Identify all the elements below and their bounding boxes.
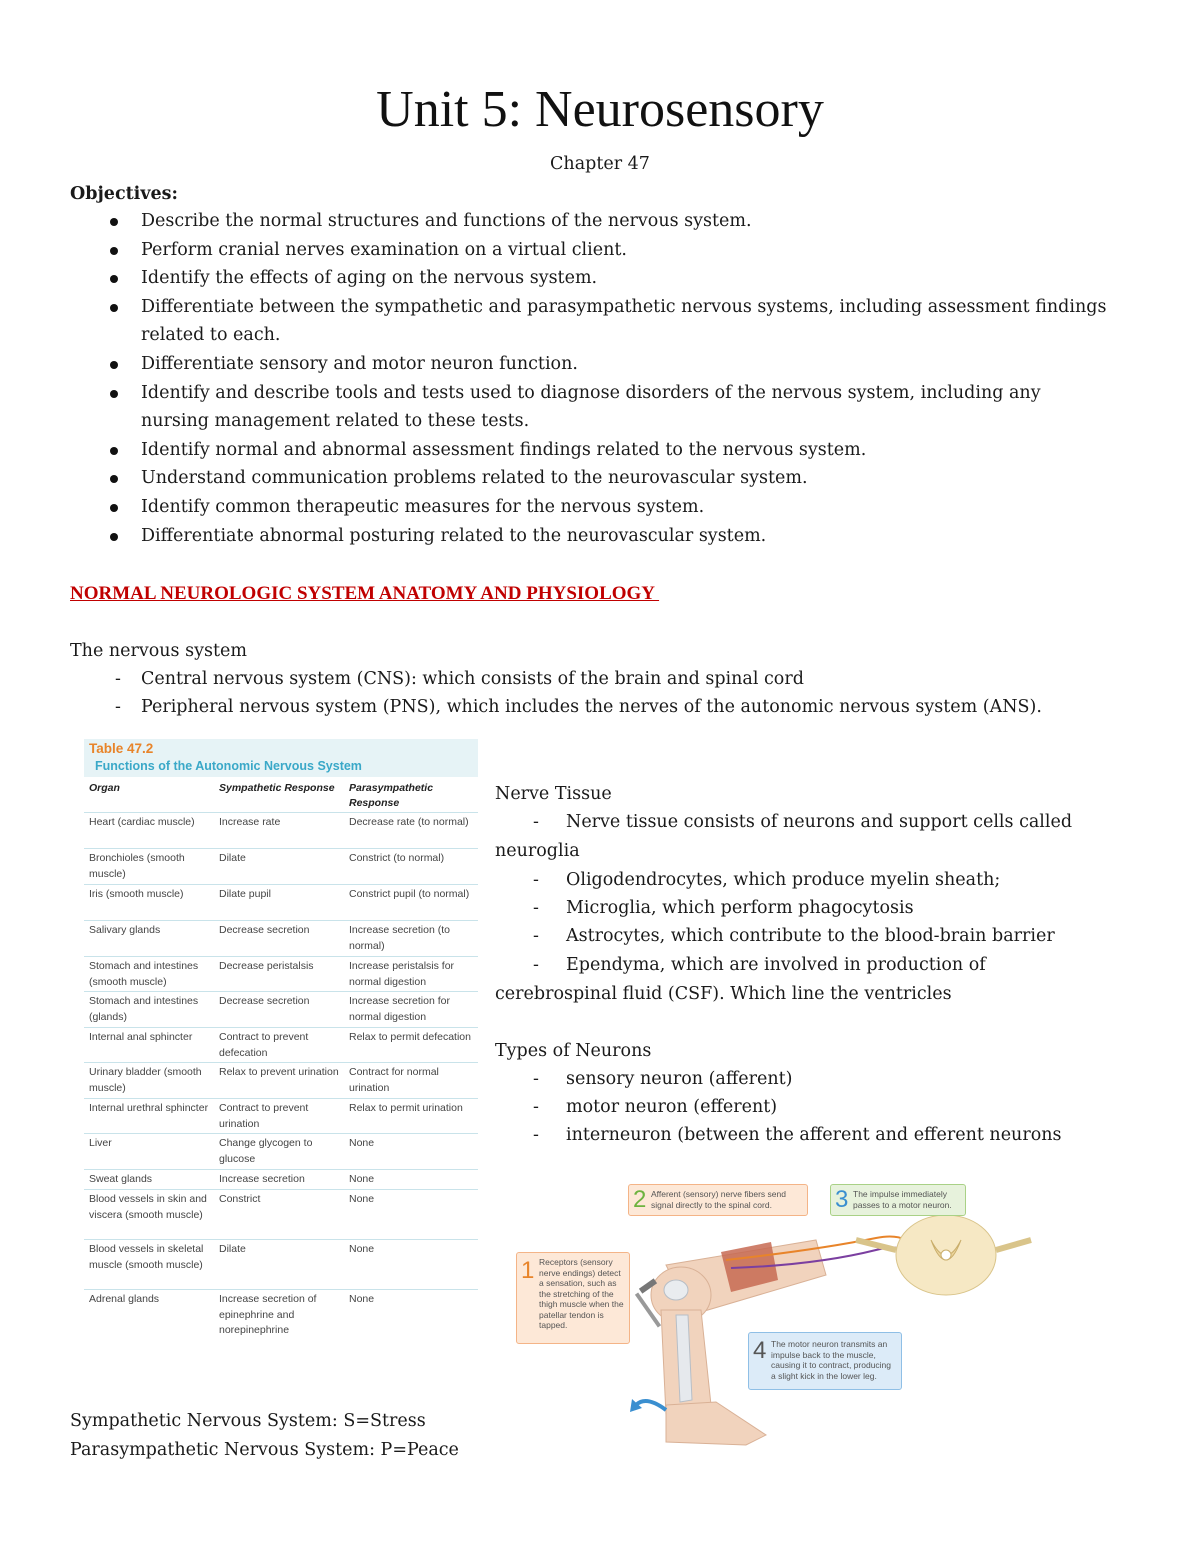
dash-bullet: - <box>533 870 539 890</box>
table-cell-parasympathetic: Relax to permit defecation <box>349 1031 471 1043</box>
ans-table <box>84 739 478 1351</box>
table-cell-organ: Adrenal glands <box>89 1293 160 1305</box>
table-cell-organ: Heart (cardiac muscle) <box>89 816 195 828</box>
table-header-band <box>84 739 478 777</box>
table-row <box>84 956 478 991</box>
table-cell-sympathetic: Dilate <box>219 1243 246 1255</box>
nervous-system-item: Peripheral nervous system (PNS), which includes the nerves of the autonomic nervous system (ANS). <box>141 697 1042 717</box>
nerve-tissue-heading: Nerve Tissue <box>495 784 612 804</box>
table-cell-organ: Urinary bladder (smooth muscle) <box>89 1066 202 1094</box>
table-row-divider <box>84 1133 478 1134</box>
table-cell-parasympathetic: Increase peristalsis for normal digestion <box>349 960 455 988</box>
table-cell-organ: Stomach and intestines (glands) <box>89 995 199 1023</box>
table-cell-sympathetic: Dilate <box>219 852 246 864</box>
dash-bullet: - <box>533 1069 539 1089</box>
table-row <box>84 1098 478 1133</box>
table-cell-sympathetic: Increase secretion <box>219 1173 305 1185</box>
table-cell-sympathetic: Increase secretion of epinephrine and norepinephrine <box>219 1293 317 1336</box>
dash-bullet: - <box>533 1097 539 1117</box>
mnemonic-parasympathetic: Parasympathetic Nervous System: P=Peace <box>70 1440 459 1460</box>
dash-bullet: - <box>533 926 539 946</box>
table-cell-parasympathetic: Increase secretion for normal digestion <box>349 995 450 1023</box>
objective-item: Identify the effects of aging on the nervous system. <box>70 264 1110 293</box>
table-cell-organ: Sweat glands <box>89 1173 153 1185</box>
table-cell-organ: Stomach and intestines (smooth muscle) <box>89 960 199 988</box>
table-col-sympathetic: Sympathetic Response <box>219 782 335 794</box>
table-caption: Functions of the Autonomic Nervous System <box>95 759 362 773</box>
table-row <box>84 1062 478 1098</box>
nerve-tissue-item: Astrocytes, which contribute to the blood-brain barrier <box>566 926 1055 946</box>
table-cell-parasympathetic: None <box>349 1173 375 1185</box>
callout-3 <box>830 1184 966 1216</box>
nerve-tissue-item: Microglia, which perform phagocytosis <box>566 898 914 918</box>
table-cell-parasympathetic: Constrict pupil (to normal) <box>349 888 470 900</box>
table-cell-sympathetic: Constrict <box>219 1193 261 1205</box>
table-row <box>84 1133 478 1169</box>
callout-1-text: Receptors (sensory nerve endings) detect a sensation, such as the stretching of the thigh muscle when the patellar tendon is tapped. <box>539 1257 624 1330</box>
callout-3-number: 3 <box>835 1186 849 1213</box>
nervous-system-intro: The nervous system <box>70 641 247 661</box>
dash-bullet: - <box>115 697 121 717</box>
table-row <box>84 884 478 920</box>
table-cell-sympathetic: Contract to prevent urination <box>219 1102 309 1130</box>
mnemonic-sympathetic: Sympathetic Nervous System: S=Stress <box>70 1411 426 1431</box>
table-row <box>84 1289 478 1351</box>
objective-item: Identify normal and abnormal assessment findings related to the nervous system. <box>70 436 1110 465</box>
table-cell-sympathetic: Contract to prevent defecation <box>219 1031 309 1059</box>
table-row <box>84 1189 478 1239</box>
callout-2 <box>628 1184 808 1216</box>
neuron-type-item: interneuron (between the afferent and efferent neurons <box>566 1125 1062 1145</box>
callout-4-number: 4 <box>753 1337 767 1364</box>
table-row-divider <box>84 812 478 813</box>
table-row-divider <box>84 1098 478 1099</box>
table-cell-organ: Blood vessels in skin and viscera (smooth muscle) <box>89 1193 207 1221</box>
dash-bullet: - <box>533 1125 539 1145</box>
table-row <box>84 848 478 884</box>
table-row-divider <box>84 1239 478 1240</box>
table-cell-organ: Iris (smooth muscle) <box>89 888 184 900</box>
callout-2-text: Afferent (sensory) nerve fibers send signal directly to the spinal cord. <box>651 1189 786 1210</box>
table-row-divider <box>84 956 478 957</box>
table-cell-sympathetic: Decrease secretion <box>219 995 310 1007</box>
dash-bullet: - <box>533 812 539 832</box>
reflex-arc-diagram <box>516 1180 1036 1450</box>
table-row <box>84 1169 478 1189</box>
objectives-heading: Objectives: <box>70 184 178 204</box>
table-cell-parasympathetic: Contract for normal urination <box>349 1066 439 1094</box>
table-row <box>84 1027 478 1062</box>
table-row-divider <box>84 1169 478 1170</box>
table-number: Table 47.2 <box>89 741 154 756</box>
table-cell-organ: Salivary glands <box>89 924 161 936</box>
table-cell-parasympathetic: Constrict (to normal) <box>349 852 445 864</box>
dash-bullet: - <box>533 898 539 918</box>
table-row <box>84 812 478 848</box>
table-cell-parasympathetic: Increase secretion (to normal) <box>349 924 450 952</box>
table-cell-parasympathetic: None <box>349 1137 375 1149</box>
table-cell-sympathetic: Change glycogen to glucose <box>219 1137 313 1165</box>
nerve-tissue-item: Nerve tissue consists of neurons and support cells called neuroglia <box>495 812 1073 861</box>
table-cell-organ: Internal urethral sphincter <box>89 1102 209 1114</box>
table-col-parasympathetic: Parasympathetic Response <box>349 782 434 809</box>
objective-item: Perform cranial nerves examination on a virtual client. <box>70 236 1110 265</box>
table-cell-parasympathetic: None <box>349 1243 375 1255</box>
table-cell-organ: Bronchioles (smooth muscle) <box>89 852 185 880</box>
table-cell-sympathetic: Decrease peristalsis <box>219 960 314 972</box>
callout-1 <box>516 1252 630 1344</box>
nerve-tissue-item: Ependyma, which are involved in production of cerebrospinal fluid (CSF). Which line the ventricles <box>495 955 986 1004</box>
objective-item: Describe the normal structures and functions of the nervous system. <box>70 207 1110 236</box>
dash-bullet: - <box>533 955 539 975</box>
dash-bullet: - <box>115 669 121 689</box>
table-row-divider <box>84 848 478 849</box>
table-cell-parasympathetic: None <box>349 1293 375 1305</box>
callout-3-text: The impulse immediately passes to a motor neuron. <box>853 1189 952 1210</box>
objective-item: Identify common therapeutic measures for the nervous system. <box>70 493 1110 522</box>
table-col-organ: Organ <box>89 782 120 794</box>
table-row-divider <box>84 1027 478 1028</box>
table-cell-parasympathetic: Relax to permit urination <box>349 1102 463 1114</box>
table-row-divider <box>84 920 478 921</box>
callout-4 <box>748 1332 902 1390</box>
table-row <box>84 991 478 1027</box>
callout-4-text: The motor neuron transmits an impulse back to the muscle, causing it to contract, producing a slight kick in the lower leg. <box>771 1339 892 1381</box>
table-row-divider <box>84 1189 478 1190</box>
table-cell-organ: Liver <box>89 1137 112 1149</box>
table-cell-sympathetic: Relax to prevent urination <box>219 1066 339 1078</box>
objectives-list <box>70 207 1110 550</box>
objective-item: Differentiate sensory and motor neuron function. <box>70 350 1110 379</box>
table-cell-sympathetic: Decrease secretion <box>219 924 310 936</box>
table-row-divider <box>84 991 478 992</box>
callout-2-number: 2 <box>633 1186 647 1213</box>
nervous-system-item: Central nervous system (CNS): which consists of the brain and spinal cord <box>141 669 804 689</box>
table-cell-parasympathetic: Decrease rate (to normal) <box>349 816 469 828</box>
objective-item: Differentiate between the sympathetic and parasympathetic nervous systems, including assessment findings related to each. <box>70 293 1110 350</box>
table-row <box>84 920 478 956</box>
callout-1-number: 1 <box>521 1257 535 1284</box>
table-row <box>84 1239 478 1289</box>
objective-item: Identify and describe tools and tests used to diagnose disorders of the nervous system, including any nursing management related to these tests. <box>70 379 1110 436</box>
table-row-divider <box>84 884 478 885</box>
table-cell-sympathetic: Dilate pupil <box>219 888 271 900</box>
objective-item: Understand communication problems related to the neurovascular system. <box>70 464 1110 493</box>
neuron-type-item: sensory neuron (afferent) <box>566 1069 793 1089</box>
section-heading: NORMAL NEUROLOGIC SYSTEM ANATOMY AND PHYSIOLOGY <box>70 583 660 604</box>
table-cell-sympathetic: Increase rate <box>219 816 281 828</box>
table-cell-parasympathetic: None <box>349 1193 375 1205</box>
table-cell-organ: Internal anal sphincter <box>89 1031 193 1043</box>
neuron-type-item: motor neuron (efferent) <box>566 1097 778 1117</box>
page-title: Unit 5: Neurosensory <box>376 81 824 138</box>
chapter-label: Chapter 47 <box>550 154 650 174</box>
nerve-tissue-item: Oligodendrocytes, which produce myelin sheath; <box>566 870 1001 890</box>
neuron-types-heading: Types of Neurons <box>495 1041 652 1061</box>
objective-item: Differentiate abnormal posturing related to the neurovascular system. <box>70 522 1110 551</box>
table-row-divider <box>84 1062 478 1063</box>
table-cell-organ: Blood vessels in skeletal muscle (smooth muscle) <box>89 1243 204 1271</box>
table-row-divider <box>84 1289 478 1290</box>
